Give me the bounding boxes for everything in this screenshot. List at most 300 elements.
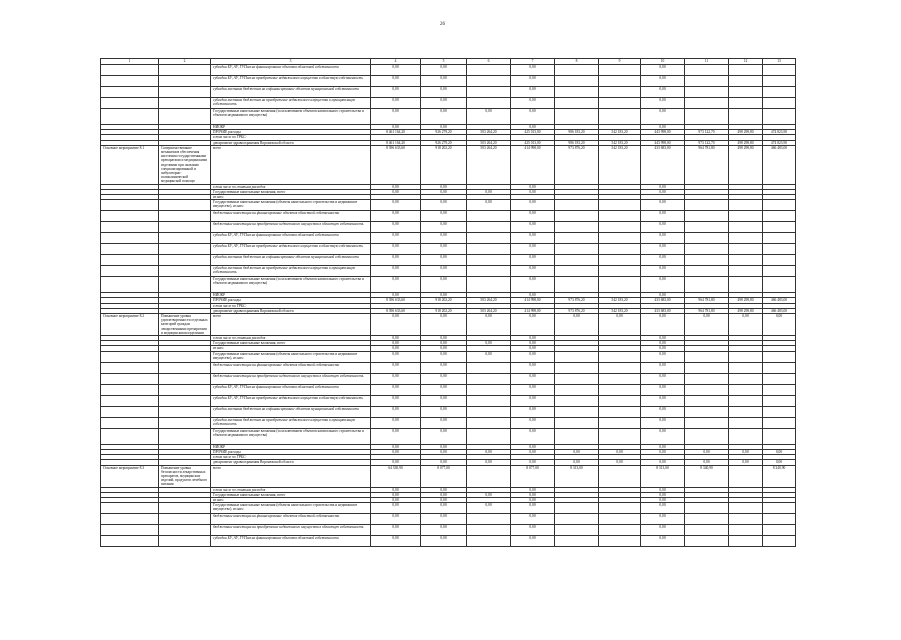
measure-title-cell: Совершенствование механизмов обеспечения населения государственными препаратами и медицинскими изделиями при оказании специализированной и амбулаторно-поликлинической медицинской помощи bbox=[159, 145, 211, 184]
value-cell-col-8 bbox=[555, 428, 599, 444]
value-cell-col-9 bbox=[599, 109, 641, 125]
value-cell-col-4: 0,00 bbox=[371, 222, 421, 233]
expense-label-cell: Государственные капитальные вложения (за исключением объектов капитального строительства и объектов недвижимого имущества) bbox=[211, 277, 371, 293]
value-cell-col-4: 0,00 bbox=[371, 244, 421, 255]
value-cell-col-9 bbox=[599, 255, 641, 266]
table-row bbox=[101, 314, 796, 336]
value-cell-col-8 bbox=[555, 536, 599, 547]
value-cell-col-5: 0,00 bbox=[421, 109, 467, 125]
measure-title-cell bbox=[159, 406, 211, 417]
value-cell-col-6: 0,00 bbox=[467, 449, 511, 454]
measure-title-cell bbox=[159, 384, 211, 395]
table-row bbox=[101, 503, 796, 514]
value-cell-col-4: 8 396 633,60 bbox=[371, 145, 421, 184]
expense-label-cell: департамент здравоохранения Воронежской области bbox=[211, 140, 371, 145]
value-cell-col-4: 0,00 bbox=[371, 395, 421, 406]
value-cell-col-10: 0,00 bbox=[641, 244, 685, 255]
column-header-13: 13 bbox=[763, 59, 796, 65]
value-cell-col-6 bbox=[467, 244, 511, 255]
value-cell-col-6: 0,00 bbox=[467, 314, 511, 336]
value-cell-col-9 bbox=[599, 503, 641, 514]
value-cell-col-8 bbox=[555, 244, 599, 255]
value-cell-col-10: 0,00 bbox=[641, 492, 685, 497]
value-cell-col-9 bbox=[599, 373, 641, 384]
value-cell-col-6 bbox=[467, 362, 511, 373]
value-cell-col-12: 498 298,80 bbox=[729, 130, 763, 135]
value-cell-col-11 bbox=[685, 514, 729, 525]
value-cell-col-8 bbox=[555, 200, 599, 211]
value-cell-col-13 bbox=[763, 87, 796, 98]
value-cell-col-7: 0,00 bbox=[511, 449, 555, 454]
value-cell-col-4: 0,00 bbox=[371, 233, 421, 244]
value-cell-col-10: 0,00 bbox=[641, 449, 685, 454]
value-cell-col-7: 0,00 bbox=[511, 341, 555, 346]
value-cell-col-7: 0,00 bbox=[511, 222, 555, 233]
value-cell-col-6 bbox=[467, 222, 511, 233]
value-cell-col-5: 0,00 bbox=[421, 428, 467, 444]
value-cell-col-12 bbox=[729, 76, 763, 87]
expense-label-cell: субсидии БУ, АУ, ГУПам на приобретение недвижимого имущества в областную собственность bbox=[211, 244, 371, 255]
value-cell-col-9 bbox=[599, 536, 641, 547]
value-cell-col-11 bbox=[685, 266, 729, 277]
measure-title-cell bbox=[159, 503, 211, 514]
value-cell-col-5: 0,00 bbox=[421, 293, 467, 298]
value-cell-col-8 bbox=[555, 266, 599, 277]
value-cell-col-8 bbox=[555, 76, 599, 87]
value-cell-col-10: 433 683,00 bbox=[641, 145, 685, 184]
value-cell-col-7: 0,00 bbox=[511, 514, 555, 525]
measure-code-cell bbox=[101, 65, 159, 76]
expense-label-cell: в том числе по статьям расходов bbox=[211, 184, 371, 189]
table-row bbox=[101, 395, 796, 406]
value-cell-col-12 bbox=[729, 503, 763, 514]
value-cell-col-11: 0,00 bbox=[685, 314, 729, 336]
value-cell-col-6: 503 264,20 bbox=[467, 298, 511, 303]
value-cell-col-8: 973 876,20 bbox=[555, 145, 599, 184]
expense-label-cell: НИОКР bbox=[211, 444, 371, 449]
expense-label-cell: ПРОЧИЕ расходы bbox=[211, 130, 371, 135]
value-cell-col-7: 414 998,00 bbox=[511, 145, 555, 184]
value-cell-col-10: 0,00 bbox=[641, 314, 685, 336]
value-cell-col-11 bbox=[685, 362, 729, 373]
value-cell-col-11: 0,00 bbox=[685, 460, 729, 465]
value-cell-col-5: 0,00 bbox=[421, 536, 467, 547]
table-row bbox=[101, 76, 796, 87]
value-cell-col-10: 433 683,00 bbox=[641, 298, 685, 303]
value-cell-col-5: 0,00 bbox=[421, 525, 467, 536]
expense-label-cell: Государственные капитальные вложения (объекты капитального строительства и недвижимое имущество), из них: bbox=[211, 503, 371, 514]
value-cell-col-4: 0,00 bbox=[371, 497, 421, 502]
value-cell-col-6 bbox=[467, 428, 511, 444]
value-cell-col-12 bbox=[729, 98, 763, 109]
measure-title-cell bbox=[159, 525, 211, 536]
value-cell-col-11 bbox=[685, 277, 729, 293]
value-cell-col-9 bbox=[599, 277, 641, 293]
value-cell-col-9 bbox=[599, 98, 641, 109]
value-cell-col-8: 986 183,20 bbox=[555, 140, 599, 145]
value-cell-col-13 bbox=[763, 536, 796, 547]
value-cell-col-5: 0,00 bbox=[421, 497, 467, 502]
value-cell-col-9 bbox=[599, 87, 641, 98]
value-cell-col-4: 0,00 bbox=[371, 449, 421, 454]
value-cell-col-10: 0,00 bbox=[641, 346, 685, 351]
value-cell-col-4: 0,00 bbox=[371, 487, 421, 492]
value-cell-col-5: 0,00 bbox=[421, 266, 467, 277]
value-cell-col-13 bbox=[763, 406, 796, 417]
expense-label-cell: субсидии БУ, АУ, ГУПам на приобретение недвижимого имущества в областную собственность bbox=[211, 395, 371, 406]
value-cell-col-9: 0,00 bbox=[599, 314, 641, 336]
table-row bbox=[101, 255, 796, 266]
value-cell-col-10: 0,00 bbox=[641, 189, 685, 194]
value-cell-col-4: 0,00 bbox=[371, 125, 421, 130]
value-cell-col-7: 0,00 bbox=[511, 244, 555, 255]
table-row bbox=[101, 351, 796, 362]
value-cell-col-13 bbox=[763, 384, 796, 395]
value-cell-col-12: 498 298,80 bbox=[729, 145, 763, 184]
value-cell-col-5: 0,00 bbox=[421, 65, 467, 76]
value-cell-col-9 bbox=[599, 514, 641, 525]
value-cell-col-10: 0,00 bbox=[641, 277, 685, 293]
value-cell-col-10: 0,00 bbox=[641, 266, 685, 277]
expense-label-cell: из них: bbox=[211, 346, 371, 351]
value-cell-col-4: 0,00 bbox=[371, 428, 421, 444]
value-cell-col-7: 0,00 bbox=[511, 428, 555, 444]
measure-code-cell bbox=[101, 514, 159, 525]
value-cell-col-13 bbox=[763, 98, 796, 109]
value-cell-col-11 bbox=[685, 428, 729, 444]
value-cell-col-7: 0,00 bbox=[511, 211, 555, 222]
value-cell-col-5: 918 202,20 bbox=[421, 298, 467, 303]
value-cell-col-4: 0,00 bbox=[371, 417, 421, 428]
value-cell-col-10: 433 683,00 bbox=[641, 308, 685, 313]
value-cell-col-9 bbox=[599, 406, 641, 417]
value-cell-col-9 bbox=[599, 76, 641, 87]
expense-label-cell: субсидии местным бюджетам на приобретение недвижимого имущества в муниципальную собственность bbox=[211, 98, 371, 109]
expense-label-cell: субсидии БУ, АУ, ГУПам на финансирование объектов областной собственности bbox=[211, 384, 371, 395]
measure-code-cell bbox=[101, 373, 159, 384]
measure-title-cell bbox=[159, 514, 211, 525]
value-cell-col-7: 425 013,00 bbox=[511, 140, 555, 145]
expense-label-cell: субсидии БУ, АУ, ГУПам на финансирование объектов областной собственности bbox=[211, 536, 371, 547]
value-cell-col-11 bbox=[685, 351, 729, 362]
value-cell-col-12 bbox=[729, 233, 763, 244]
value-cell-col-4: 0,00 bbox=[371, 384, 421, 395]
value-cell-col-8: 0,00 bbox=[555, 460, 599, 465]
value-cell-col-8: 986 183,20 bbox=[555, 130, 599, 135]
expense-label-cell: субсидии БУ, АУ, ГУПам на финансирование объектов областной собственности bbox=[211, 233, 371, 244]
expense-label-cell: субсидии местным бюджетам на софинансирование объектов муниципальной собственности bbox=[211, 87, 371, 98]
value-cell-col-11: 8 340,90 bbox=[685, 465, 729, 487]
value-cell-col-12 bbox=[729, 200, 763, 211]
value-cell-col-5: 918 202,20 bbox=[421, 308, 467, 313]
value-cell-col-13 bbox=[763, 255, 796, 266]
value-cell-col-11: 973 122,70 bbox=[685, 130, 729, 135]
value-cell-col-4: 8 396 633,60 bbox=[371, 308, 421, 313]
measure-code-cell: Основное мероприятие 8.1 bbox=[101, 145, 159, 184]
value-cell-col-12 bbox=[729, 428, 763, 444]
value-cell-col-10: 0,00 bbox=[641, 76, 685, 87]
value-cell-col-7: 0,00 bbox=[511, 503, 555, 514]
measure-code-cell bbox=[101, 109, 159, 125]
value-cell-col-11 bbox=[685, 65, 729, 76]
value-cell-col-7: 0,00 bbox=[511, 65, 555, 76]
value-cell-col-5: 0,00 bbox=[421, 222, 467, 233]
value-cell-col-6: 0,00 bbox=[467, 460, 511, 465]
value-cell-col-8 bbox=[555, 87, 599, 98]
value-cell-col-13 bbox=[763, 266, 796, 277]
value-cell-col-10: 0,00 bbox=[641, 514, 685, 525]
value-cell-col-10: 443 998,00 bbox=[641, 140, 685, 145]
value-cell-col-5: 0,00 bbox=[421, 184, 467, 189]
value-cell-col-13: 474 823,90 bbox=[763, 140, 796, 145]
value-cell-col-13 bbox=[763, 362, 796, 373]
value-cell-col-6 bbox=[467, 65, 511, 76]
value-cell-col-11 bbox=[685, 87, 729, 98]
value-cell-col-4: 0,00 bbox=[371, 346, 421, 351]
expense-label-cell: субсидии местным бюджетам на софинансирование объектов муниципальной собственности bbox=[211, 255, 371, 266]
value-cell-col-5: 8 077,00 bbox=[421, 465, 467, 487]
measure-code-cell: Основное мероприятие 8.3 bbox=[101, 465, 159, 487]
measure-code-cell bbox=[101, 351, 159, 362]
value-cell-col-6 bbox=[467, 417, 511, 428]
value-cell-col-12 bbox=[729, 277, 763, 293]
value-cell-col-10: 0,00 bbox=[641, 87, 685, 98]
table-row bbox=[101, 277, 796, 293]
measure-code-cell bbox=[101, 211, 159, 222]
value-cell-col-5: 0,00 bbox=[421, 255, 467, 266]
value-cell-col-9 bbox=[599, 465, 641, 487]
value-cell-col-9 bbox=[599, 266, 641, 277]
expense-label-cell: в том числе по ГРБС: bbox=[211, 455, 371, 460]
measure-code-cell bbox=[101, 266, 159, 277]
expense-label-cell: в том числе по ГРБС: bbox=[211, 135, 371, 140]
table-row bbox=[101, 525, 796, 536]
value-cell-col-13: 466 483,00 bbox=[763, 308, 796, 313]
value-cell-col-10: 0,00 bbox=[641, 460, 685, 465]
expense-label-cell: всего bbox=[211, 314, 371, 336]
value-cell-col-11 bbox=[685, 200, 729, 211]
value-cell-col-9: 542 183,20 bbox=[599, 130, 641, 135]
value-cell-col-13 bbox=[763, 109, 796, 125]
measure-code-cell bbox=[101, 255, 159, 266]
expense-label-cell: в том числе по статьям расходов bbox=[211, 336, 371, 341]
expense-label-cell: субсидии БУ, АУ, ГУПам на финансирование объектов областной собственности bbox=[211, 65, 371, 76]
value-cell-col-7: 0,00 bbox=[511, 384, 555, 395]
value-cell-col-12 bbox=[729, 255, 763, 266]
value-cell-col-7: 0,00 bbox=[511, 336, 555, 341]
value-cell-col-8: 8 313,00 bbox=[555, 465, 599, 487]
value-cell-col-12 bbox=[729, 362, 763, 373]
column-header-4: 4 bbox=[371, 59, 421, 65]
value-cell-col-6: 503 264,20 bbox=[467, 130, 511, 135]
value-cell-col-9 bbox=[599, 384, 641, 395]
value-cell-col-8 bbox=[555, 351, 599, 362]
value-cell-col-8 bbox=[555, 373, 599, 384]
expense-label-cell: Государственные капитальные вложения (за исключением объектов капитального строительства и объектов недвижимого имущества) bbox=[211, 109, 371, 125]
value-cell-col-12 bbox=[729, 525, 763, 536]
value-cell-col-13 bbox=[763, 244, 796, 255]
value-cell-col-4: 0,00 bbox=[371, 503, 421, 514]
value-cell-col-8: 0,00 bbox=[555, 314, 599, 336]
value-cell-col-8 bbox=[555, 109, 599, 125]
value-cell-col-13 bbox=[763, 222, 796, 233]
table-row bbox=[101, 211, 796, 222]
value-cell-col-4: 64 330,90 bbox=[371, 465, 421, 487]
value-cell-col-9 bbox=[599, 417, 641, 428]
value-cell-col-11 bbox=[685, 384, 729, 395]
value-cell-col-7: 0,00 bbox=[511, 351, 555, 362]
value-cell-col-6: 0,00 bbox=[467, 109, 511, 125]
page-number: 26 bbox=[440, 22, 445, 27]
value-cell-col-8 bbox=[555, 65, 599, 76]
value-cell-col-13 bbox=[763, 373, 796, 384]
value-cell-col-6 bbox=[467, 406, 511, 417]
value-cell-col-5: 0,00 bbox=[421, 200, 467, 211]
expense-label-cell: ПРОЧИЕ расходы bbox=[211, 298, 371, 303]
value-cell-col-10: 0,00 bbox=[641, 536, 685, 547]
measure-title-cell bbox=[159, 211, 211, 222]
value-cell-col-5: 926 279,20 bbox=[421, 130, 467, 135]
value-cell-col-7: 0,00 bbox=[511, 200, 555, 211]
value-cell-col-6 bbox=[467, 277, 511, 293]
measure-code-cell bbox=[101, 277, 159, 293]
value-cell-col-6 bbox=[467, 536, 511, 547]
value-cell-col-11 bbox=[685, 255, 729, 266]
value-cell-col-5: 0,00 bbox=[421, 449, 467, 454]
value-cell-col-11 bbox=[685, 536, 729, 547]
value-cell-col-6: 0,00 bbox=[467, 351, 511, 362]
value-cell-col-10: 0,00 bbox=[641, 503, 685, 514]
measure-code-cell bbox=[101, 200, 159, 211]
value-cell-col-12: 0,00 bbox=[729, 449, 763, 454]
measure-code-cell bbox=[101, 233, 159, 244]
value-cell-col-8 bbox=[555, 525, 599, 536]
value-cell-col-6: 0,00 bbox=[467, 341, 511, 346]
expense-label-cell: Государственные капитальные вложения (объекты капитального строительства и недвижимое имущество), из них: bbox=[211, 351, 371, 362]
value-cell-col-11 bbox=[685, 76, 729, 87]
value-cell-col-9 bbox=[599, 395, 641, 406]
value-cell-col-4: 0,00 bbox=[371, 211, 421, 222]
value-cell-col-9 bbox=[599, 65, 641, 76]
value-cell-col-13 bbox=[763, 211, 796, 222]
measure-code-cell bbox=[101, 222, 159, 233]
value-cell-col-13: 0,00 bbox=[763, 460, 796, 465]
value-cell-col-13 bbox=[763, 514, 796, 525]
expense-label-cell: субсидии местным бюджетам на приобретение недвижимого имущества в муниципальную собственность bbox=[211, 266, 371, 277]
value-cell-col-8 bbox=[555, 395, 599, 406]
value-cell-col-5: 0,00 bbox=[421, 417, 467, 428]
value-cell-col-4: 8 461 164,20 bbox=[371, 140, 421, 145]
measure-code-cell bbox=[101, 406, 159, 417]
measure-title-cell bbox=[159, 277, 211, 293]
value-cell-col-13: 0,00 bbox=[763, 314, 796, 336]
value-cell-col-12: 498 298,80 bbox=[729, 298, 763, 303]
value-cell-col-6: 503 264,20 bbox=[467, 308, 511, 313]
value-cell-col-8 bbox=[555, 406, 599, 417]
measure-title-cell bbox=[159, 417, 211, 428]
expense-label-cell: из них: bbox=[211, 497, 371, 502]
value-cell-col-6: 0,00 bbox=[467, 200, 511, 211]
measure-title-cell bbox=[159, 536, 211, 547]
value-cell-col-9: 0,00 bbox=[599, 449, 641, 454]
value-cell-col-4: 0,00 bbox=[371, 200, 421, 211]
expense-label-cell: субсидии БУ, АУ, ГУПам на приобретение недвижимого имущества в областную собственность bbox=[211, 76, 371, 87]
value-cell-col-6: 0,00 bbox=[467, 503, 511, 514]
measure-title-cell bbox=[159, 98, 211, 109]
value-cell-col-8 bbox=[555, 514, 599, 525]
expense-label-cell: бюджетные инвестиции на финансирование объектов областной собственности bbox=[211, 514, 371, 525]
value-cell-col-4: 0,00 bbox=[371, 362, 421, 373]
value-cell-col-5: 0,00 bbox=[421, 460, 467, 465]
table-row bbox=[101, 200, 796, 211]
value-cell-col-13 bbox=[763, 503, 796, 514]
table-body bbox=[101, 65, 796, 547]
value-cell-col-4: 0,00 bbox=[371, 266, 421, 277]
table-row bbox=[101, 233, 796, 244]
measure-code-cell: Основное мероприятие 8.2 bbox=[101, 314, 159, 336]
expense-label-cell: бюджетные инвестиции на приобретение недвижимого имущества в областную собственность bbox=[211, 525, 371, 536]
value-cell-col-9 bbox=[599, 362, 641, 373]
value-cell-col-8: 973 876,20 bbox=[555, 308, 599, 313]
value-cell-col-6 bbox=[467, 233, 511, 244]
value-cell-col-12 bbox=[729, 514, 763, 525]
value-cell-col-7: 0,00 bbox=[511, 395, 555, 406]
value-cell-col-8 bbox=[555, 98, 599, 109]
column-header-11: 11 bbox=[685, 59, 729, 65]
value-cell-col-9: 542 183,20 bbox=[599, 298, 641, 303]
value-cell-col-7: 0,00 bbox=[511, 255, 555, 266]
measure-code-cell bbox=[101, 384, 159, 395]
table-row bbox=[101, 406, 796, 417]
value-cell-col-8 bbox=[555, 255, 599, 266]
value-cell-col-10: 0,00 bbox=[641, 222, 685, 233]
table-row bbox=[101, 109, 796, 125]
measure-code-cell bbox=[101, 428, 159, 444]
value-cell-col-10: 0,00 bbox=[641, 336, 685, 341]
measure-title-cell: Повышение уровня удовлетворенности отдельных категорий граждан лекарственными препаратами и медицинскими изделиями bbox=[159, 314, 211, 336]
value-cell-col-9: 542 183,20 bbox=[599, 308, 641, 313]
value-cell-col-9: 542 183,20 bbox=[599, 140, 641, 145]
value-cell-col-8 bbox=[555, 222, 599, 233]
value-cell-col-12 bbox=[729, 373, 763, 384]
value-cell-col-5: 0,00 bbox=[421, 351, 467, 362]
value-cell-col-11 bbox=[685, 395, 729, 406]
value-cell-col-8 bbox=[555, 211, 599, 222]
value-cell-col-7: 0,00 bbox=[511, 362, 555, 373]
value-cell-col-4: 0,00 bbox=[371, 406, 421, 417]
value-cell-col-4: 8 396 633,60 bbox=[371, 298, 421, 303]
table-row bbox=[101, 222, 796, 233]
column-header-12: 12 bbox=[729, 59, 763, 65]
value-cell-col-10: 0,00 bbox=[641, 293, 685, 298]
value-cell-col-10: 0,00 bbox=[641, 255, 685, 266]
value-cell-col-12: 498 298,80 bbox=[729, 140, 763, 145]
value-cell-col-4: 0,00 bbox=[371, 293, 421, 298]
value-cell-col-4: 8 461 164,20 bbox=[371, 130, 421, 135]
value-cell-col-7: 0,00 bbox=[511, 189, 555, 194]
value-cell-col-10: 0,00 bbox=[641, 125, 685, 130]
measure-title-cell bbox=[159, 109, 211, 125]
expense-label-cell: ПРОЧИЕ расходы bbox=[211, 449, 371, 454]
value-cell-col-9 bbox=[599, 233, 641, 244]
value-cell-col-10: 0,00 bbox=[641, 351, 685, 362]
value-cell-col-11 bbox=[685, 373, 729, 384]
expense-label-cell: Государственные капитальные вложения, всего bbox=[211, 341, 371, 346]
value-cell-col-7: 0,00 bbox=[511, 314, 555, 336]
measure-code-cell bbox=[101, 536, 159, 547]
measure-title-cell bbox=[159, 428, 211, 444]
value-cell-col-7: 0,00 bbox=[511, 460, 555, 465]
